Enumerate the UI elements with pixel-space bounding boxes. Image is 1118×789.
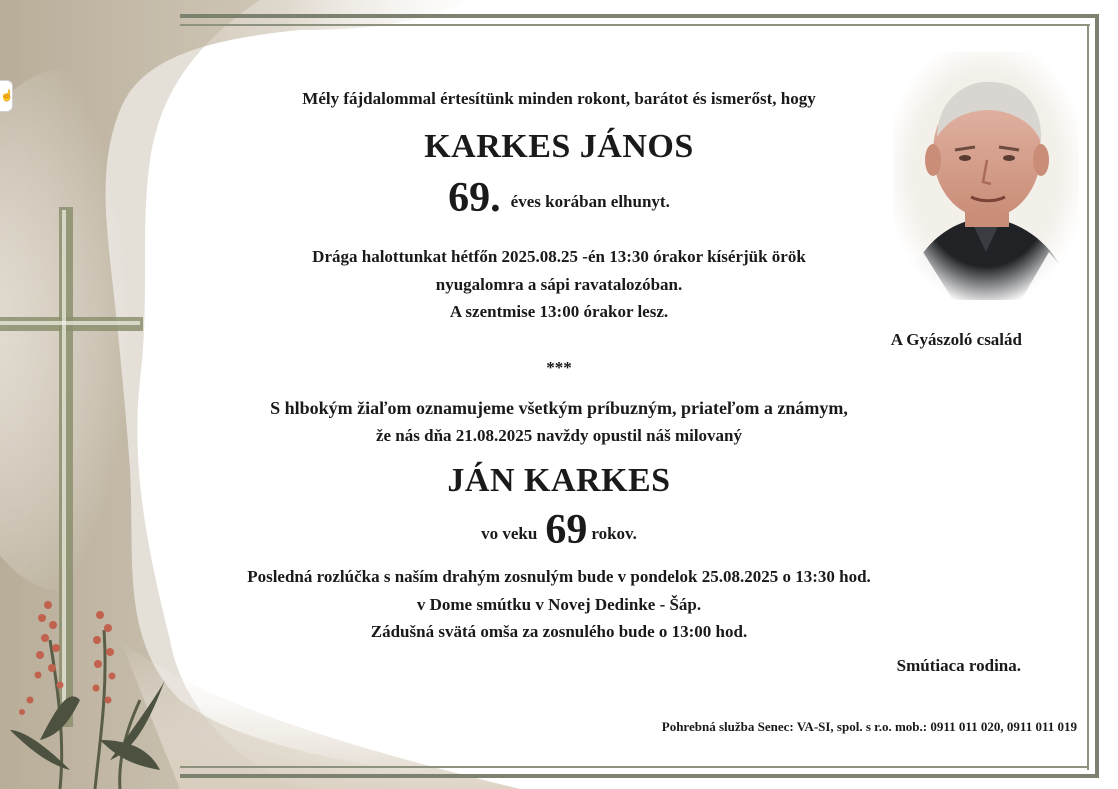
- frame-top-outer: [180, 14, 1098, 18]
- age-suffix-slovak: rokov.: [591, 524, 637, 543]
- funeral-service-footer: Pohrebná služba Senec: VA-SI, spol. s r.o. mob.: 0911 011 020, 0911 011 019: [661, 719, 1077, 734]
- frame-top-inner: [180, 24, 1090, 26]
- slovak-intro-line1: S hlbokým žiaľom oznamujeme všetkým príbuzným, priateľom a známym,: [270, 398, 848, 418]
- separator: ***: [546, 358, 572, 377]
- age-number-hungarian: 69.: [448, 175, 501, 221]
- age-line-slovak: [0, 506, 1118, 554]
- hungarian-intro: Mély fájdalommal értesítünk minden rokont, barátot és ismerőst, hogy: [302, 89, 816, 108]
- hungarian-paragraph-line2: nyugalomra a sápi ravatalozóban.: [435, 275, 683, 294]
- hand-icon: ☝: [0, 90, 14, 102]
- age-number-slovak: 69: [545, 507, 588, 553]
- deceased-name-slovak: JÁN KARKES: [447, 462, 671, 499]
- age-text-hungarian: éves korában elhunyt.: [510, 192, 670, 211]
- slovak-paragraph-line3: Zádušná svätá omša za zosnulého bude o 13:00 hod.: [370, 622, 748, 641]
- slovak-paragraph-line1: Posledná rozlúčka s naším drahým zosnulým bude v pondelok 25.08.2025 o 13:30 hod.: [247, 567, 871, 586]
- age-line-hungarian: [0, 174, 1118, 222]
- frame-bottom-inner: [180, 766, 1088, 768]
- hungarian-paragraph-line3: A szentmise 13:00 órakor lesz.: [449, 302, 669, 321]
- slovak-intro-line2: že nás dňa 21.08.2025 navždy opustil náš milovaný: [375, 426, 743, 445]
- age-prefix-slovak: vo veku: [481, 524, 538, 543]
- slovak-paragraph-line2: v Dome smútku v Novej Dedinke - Šáp.: [416, 595, 702, 614]
- hungarian-paragraph-line1: Drága halottunkat hétfőn 2025.08.25 -én 13:30 órakor kísérjük örök: [312, 247, 806, 266]
- deceased-name-hungarian: KARKES JÁNOS: [424, 128, 694, 165]
- frame-bottom-outer: [180, 774, 1098, 778]
- hungarian-signature: A Gyászoló család: [890, 330, 1022, 349]
- slovak-signature: Smútiaca rodina.: [896, 656, 1021, 675]
